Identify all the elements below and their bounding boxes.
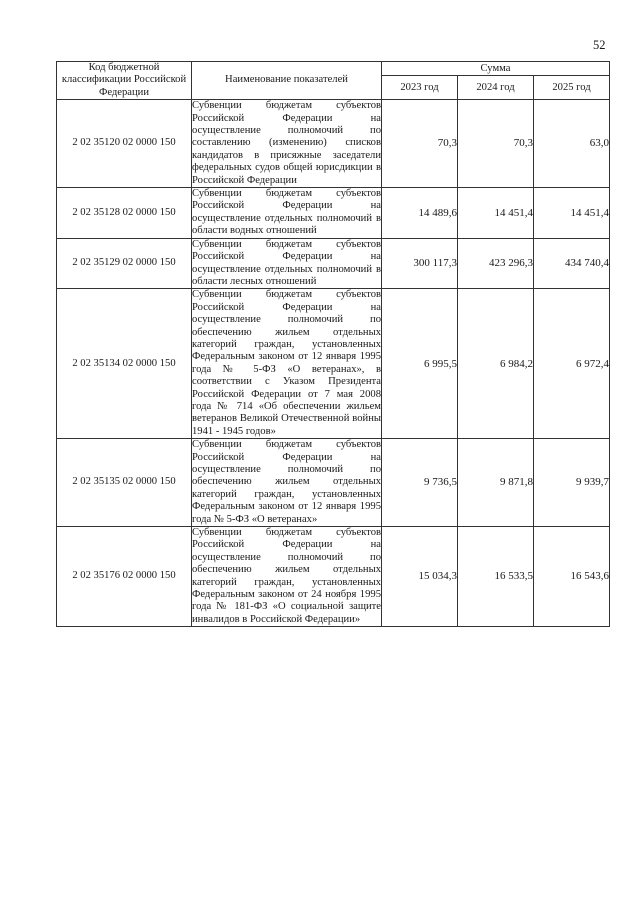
row-name: Субвенции бюджетам субъектов Российской Федерации на осуществление полномочий по обеспечению жильем отдельных категорий граждан, установленных Федеральным законом от 24 ноября 1995 года № 181-ФЗ «О социальной защите инвалидов в Российской Федерации» xyxy=(192,527,381,625)
row-code: 2 02 35129 02 0000 150 xyxy=(57,238,192,289)
row-value-2025: 63,0 xyxy=(534,100,610,188)
row-value-2024: 70,3 xyxy=(458,100,534,188)
row-value-2023: 9 736,5 xyxy=(382,439,458,527)
row-code: 2 02 35176 02 0000 150 xyxy=(57,527,192,627)
header-year-2023: 2023 год xyxy=(382,76,458,100)
header-name: Наименование показателей xyxy=(192,62,382,100)
header-year-2025: 2025 год xyxy=(534,76,610,100)
row-value-2024: 6 984,2 xyxy=(458,289,534,439)
table-row xyxy=(57,188,610,239)
table-row xyxy=(57,100,610,188)
row-value-2023: 300 117,3 xyxy=(382,238,458,289)
row-name: Субвенции бюджетам субъектов Российской Федерации на осуществление отдельных полномочий в области лесных отношений xyxy=(192,238,381,287)
row-name: Субвенции бюджетам субъектов Российской Федерации на осуществление полномочий по составлению (изменению) списков кандидатов в присяжные заседатели федеральных судов общей юрисдикции в Российской Федерации xyxy=(192,100,381,186)
page-number: 52 xyxy=(593,38,606,52)
row-name: Субвенции бюджетам субъектов Российской Федерации на осуществление полномочий по обеспечению жильем отдельных категорий граждан, установленных Федеральным законом от 12 января 1995 года № 5-ФЗ «О ветеранах», в соответствии с Указом Президента Российской Федерации от 7 мая 2008 года № 714 «Об обеспечении жильем ветеранов Великой Отечественной войны 1941 - 1945 годов» xyxy=(192,289,381,437)
table-row xyxy=(57,238,610,289)
row-code: 2 02 35120 02 0000 150 xyxy=(57,100,192,188)
header-sum: Сумма xyxy=(382,62,610,76)
row-name: Субвенции бюджетам субъектов Российской Федерации на осуществление полномочий по обеспечению жильем отдельных категорий граждан, установленных Федеральным законом от 12 января 1995 года № 5-ФЗ «О ветеранах» xyxy=(192,439,381,525)
table-row xyxy=(57,439,610,527)
header-year-2024: 2024 год xyxy=(458,76,534,100)
row-value-2023: 6 995,5 xyxy=(382,289,458,439)
row-value-2025: 9 939,7 xyxy=(534,439,610,527)
row-value-2025: 6 972,4 xyxy=(534,289,610,439)
row-value-2024: 423 296,3 xyxy=(458,238,534,289)
row-value-2023: 14 489,6 xyxy=(382,188,458,239)
budget-table xyxy=(56,61,610,627)
row-name: Субвенции бюджетам субъектов Российской Федерации на осуществление отдельных полномочий в области водных отношений xyxy=(192,188,381,237)
row-value-2024: 9 871,8 xyxy=(458,439,534,527)
row-value-2025: 14 451,4 xyxy=(534,188,610,239)
row-value-2025: 434 740,4 xyxy=(534,238,610,289)
row-value-2025: 16 543,6 xyxy=(534,527,610,627)
row-value-2023: 15 034,3 xyxy=(382,527,458,627)
row-code: 2 02 35135 02 0000 150 xyxy=(57,439,192,527)
header-code: Код бюджетной классификации Российской Федерации xyxy=(57,62,192,100)
row-code: 2 02 35134 02 0000 150 xyxy=(57,289,192,439)
row-value-2024: 16 533,5 xyxy=(458,527,534,627)
table-row xyxy=(57,527,610,627)
row-value-2024: 14 451,4 xyxy=(458,188,534,239)
row-value-2023: 70,3 xyxy=(382,100,458,188)
row-code: 2 02 35128 02 0000 150 xyxy=(57,188,192,239)
table-row xyxy=(57,289,610,439)
